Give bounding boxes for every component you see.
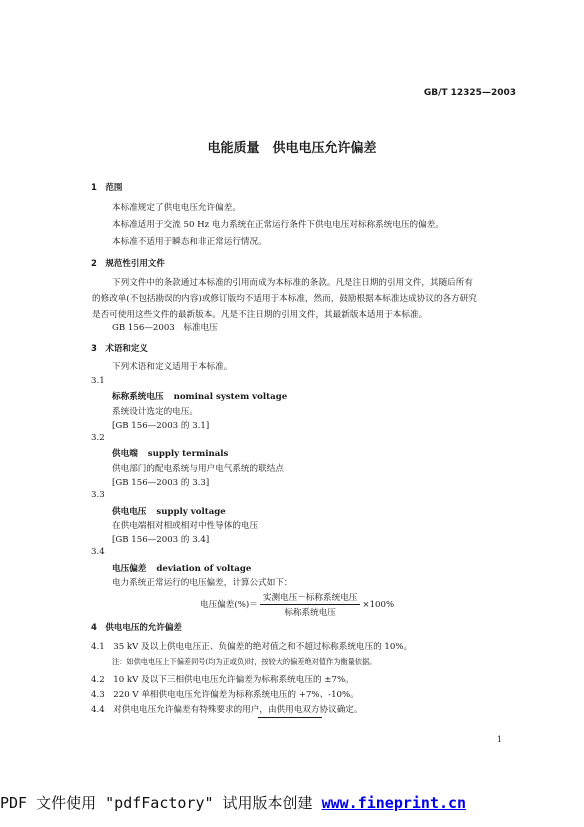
term-3-3-en: supply voltage [156, 507, 226, 517]
section-4-heading: 4 供电电压的允许偏差 [91, 623, 182, 633]
term-3-2-number: 3.2 [91, 433, 105, 443]
formula-numerator: 实测电压－标称系统电压 [260, 591, 361, 605]
pdf-watermark-footer [0, 792, 466, 813]
item-4-1: 4.1 35 kV 及以上供电电压正、负偏差的绝对值之和不超过标称系统电压的 10%。 [91, 642, 413, 652]
voltage-deviation-formula [200, 591, 394, 618]
term-3-4-en: deviation of voltage [156, 564, 252, 574]
term-3-4-number: 3.4 [91, 547, 105, 557]
term-3-1-title [112, 390, 287, 402]
document-title: 电能质量 供电电压允许偏差 [207, 141, 377, 156]
section-1-para-2: 本标准适用于交流 50 Hz 电力系统在正常运行条件下供电电压对标称系统电压的偏差。 [112, 220, 444, 230]
term-3-3-number: 3.3 [91, 490, 105, 500]
term-3-1-number: 3.1 [91, 376, 105, 386]
section-2-para-line-2: 的修改单(不包括勘误的内容)或修订版均不适用于本标准，然而，鼓励根据本标准达成协议的各方研究 [92, 294, 477, 304]
section-2-reference: GB 156—2003 标准电压 [112, 323, 218, 333]
term-3-2-title [112, 447, 228, 459]
item-4-2: 4.2 10 kV 及以下三相供电电压允许偏差为标称系统电压的 ±7%。 [91, 675, 354, 685]
term-3-4-definition: 电力系统正常运行的电压偏差，计算公式如下： [112, 578, 293, 588]
section-2-heading: 2 规范性引用文件 [91, 259, 165, 269]
section-1-para-3: 本标准不适用于瞬态和非正常运行情况。 [112, 237, 267, 247]
item-4-1-note: 注：如供电电压上下偏差同号(均为正或负)时，按较大的偏差绝对值作为衡量依据。 [112, 657, 377, 666]
section-1-heading: 1 范围 [91, 183, 123, 193]
term-3-3-reference: [GB 156—2003 的 3.4] [112, 535, 210, 545]
term-3-2-cn: 供电端 [112, 449, 138, 459]
term-3-3-definition: 在供电端相对相或相对中性导体的电压 [112, 521, 259, 531]
section-2-para-line-3: 是否可使用这些文件的最新版本。凡是不注日期的引用文件，其最新版本适用于本标准。 [92, 310, 428, 320]
page-number: 1 [496, 735, 502, 744]
term-3-3-title [112, 505, 226, 517]
standard-number: GB/T 12325—2003 [423, 88, 516, 98]
footer-text: PDF 文件使用 "pdfFactory" 试用版本创建 [0, 794, 322, 812]
term-3-1-en: nominal system voltage [173, 392, 288, 402]
footer-link[interactable]: www.fineprint.cn [321, 794, 467, 812]
term-3-1-reference: [GB 156—2003 的 3.1] [112, 421, 210, 431]
term-3-2-en: supply terminals [147, 449, 229, 459]
term-3-1-cn: 标称系统电压 [112, 392, 164, 402]
section-2-para-line-1: 下列文件中的条款通过本标准的引用而成为本标准的条款。凡是注日期的引用文件，其随后所有 [112, 278, 473, 288]
formula-rhs: ×100% [362, 600, 395, 610]
term-3-1-definition: 系统设计选定的电压。 [112, 407, 198, 417]
term-3-2-reference: [GB 156—2003 的 3.3] [112, 478, 210, 488]
term-3-4-title [112, 562, 251, 574]
formula-denominator: 标称系统电压 [284, 608, 336, 618]
section-3-heading: 3 术语和定义 [91, 344, 148, 354]
item-4-4: 4.4 对供电电压允许偏差有特殊要求的用户，由供用电双方协议确定。 [91, 705, 363, 715]
formula-lhs: 电压偏差(%)＝ [200, 600, 258, 610]
section-1-para-1: 本标准规定了供电电压允许偏差。 [112, 203, 241, 213]
formula-fraction [260, 591, 361, 618]
end-rule [258, 717, 322, 718]
term-3-2-definition: 供电部门的配电系统与用户电气系统的联结点 [112, 464, 284, 474]
section-3-intro: 下列术语和定义适用于本标准。 [112, 362, 233, 372]
term-3-3-cn: 供电电压 [112, 507, 147, 517]
item-4-3: 4.3 220 V 单相供电电压允许偏差为标称系统电压的 +7%、-10%。 [91, 690, 359, 700]
term-3-4-cn: 电压偏差 [112, 564, 147, 574]
